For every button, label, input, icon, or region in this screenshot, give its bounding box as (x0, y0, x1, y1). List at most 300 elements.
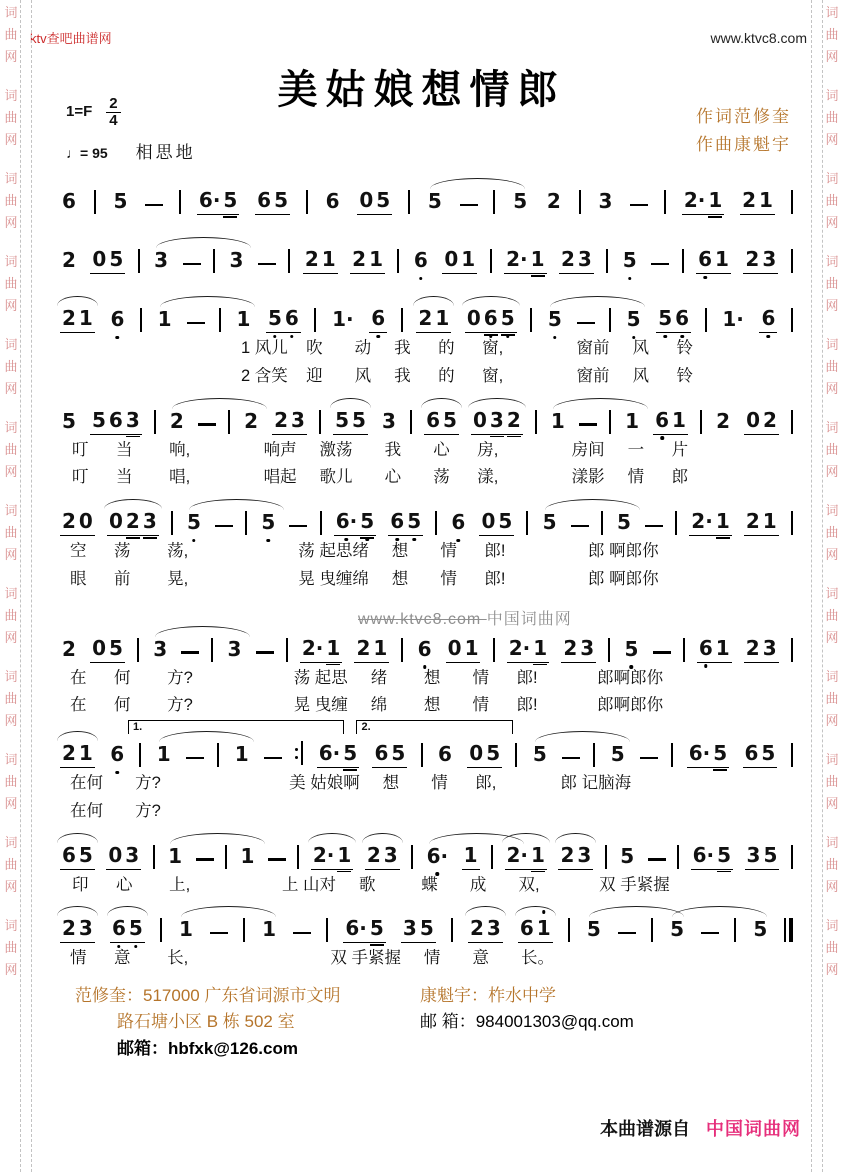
note (533, 744, 547, 765)
note-group (740, 190, 775, 215)
barline (94, 190, 96, 214)
barline (288, 249, 290, 273)
note-group (623, 408, 641, 435)
note-number: 6 (110, 742, 125, 766)
note-number: 6 (417, 636, 432, 661)
score-line (58, 721, 795, 824)
note-number: 1 (708, 188, 723, 212)
low-octave-dot (376, 335, 380, 339)
note-group (668, 919, 686, 943)
note (79, 918, 93, 939)
lyrics-row: 叮 当 唱, 唱起 歌儿 心 荡 漾, 漾影 情 郎 (72, 468, 689, 487)
rail-char: 词 (825, 420, 839, 435)
note-number: 2 (506, 407, 521, 432)
composer-email: 邮 箱：984001303@qq.com (420, 1012, 634, 1032)
note (187, 512, 201, 533)
note-number: 2 (745, 247, 760, 271)
barline (608, 638, 610, 662)
barline (314, 308, 316, 332)
note-group (462, 842, 480, 870)
note (762, 249, 776, 270)
score-line (58, 631, 795, 719)
note (715, 635, 730, 660)
duration-dash (264, 757, 282, 759)
rail-char: 曲 (4, 857, 18, 872)
note (78, 842, 93, 867)
note (62, 191, 76, 212)
note (335, 407, 349, 432)
note-number: 3 (746, 842, 761, 867)
note-group (151, 636, 169, 663)
note-group (465, 308, 517, 333)
style-marking: 相思地 (135, 143, 196, 162)
rail-char: 网 (825, 49, 839, 64)
note-group (177, 919, 195, 943)
note-number: 2· (691, 509, 713, 533)
note (332, 309, 354, 330)
note-number: 2 (62, 916, 76, 941)
note-number: 2 (62, 636, 76, 661)
barline (535, 410, 537, 434)
note (716, 408, 730, 433)
rail-char: 网 (4, 298, 18, 313)
note-group (424, 407, 459, 435)
note-group (682, 190, 724, 215)
note (761, 743, 775, 764)
barline (306, 190, 308, 214)
note-group (152, 250, 170, 274)
note-number: 5 (360, 509, 375, 533)
low-octave-dot (116, 336, 120, 340)
low-octave-dot (660, 436, 664, 440)
source-credit (600, 1115, 801, 1141)
low-octave-dot (680, 335, 684, 339)
duration-dash (653, 651, 671, 653)
note (691, 511, 713, 532)
note (520, 918, 534, 939)
duration-dash (645, 525, 663, 527)
barline (401, 638, 403, 662)
low-octave-dot (457, 539, 461, 543)
note-group (234, 309, 252, 333)
note-number: 5 (610, 742, 625, 766)
duration-dash (181, 651, 199, 653)
barline (791, 190, 793, 214)
low-octave-dot (192, 539, 196, 543)
barline (651, 918, 653, 942)
duration-dash (571, 525, 589, 527)
low-octave-dot (134, 945, 138, 949)
lyricist-email: 邮箱：hbfxk@126.com (117, 1038, 298, 1058)
note-number: 0 (481, 509, 496, 533)
note (698, 249, 712, 270)
note (486, 743, 500, 764)
note-group (687, 743, 729, 768)
note-number: 5 (626, 307, 641, 331)
source-brand-link[interactable]: 中国词曲网 (706, 1119, 801, 1139)
note-number: 5 (713, 741, 728, 765)
rail-char: 曲 (825, 193, 839, 208)
note-group (365, 842, 400, 870)
note-number: 6 (655, 407, 669, 432)
note (391, 743, 405, 764)
note (560, 842, 575, 867)
note (627, 309, 641, 330)
rail-char: 网 (825, 381, 839, 396)
note-group (416, 636, 434, 663)
note-group (622, 636, 640, 663)
barline (211, 638, 213, 662)
duration-dash (186, 757, 204, 759)
sheet (58, 183, 795, 985)
note-number: 1 (157, 307, 172, 331)
rail-char: 网 (4, 49, 18, 64)
note-number: 5 (717, 842, 732, 867)
barline (606, 249, 608, 273)
barline (493, 190, 495, 214)
note-group (596, 191, 614, 215)
note (79, 308, 93, 329)
barline (286, 638, 288, 662)
note-group (239, 843, 257, 870)
duration-dash (210, 932, 228, 934)
low-octave-dot (489, 335, 493, 339)
note-number: 5 (616, 510, 631, 534)
rail-char: 曲 (4, 27, 18, 42)
score-line (58, 504, 795, 592)
note (763, 407, 777, 432)
volta-label: 1. (133, 721, 143, 733)
note-group (549, 408, 567, 435)
note (129, 918, 143, 939)
rail-char: 词 (825, 6, 839, 20)
barline (171, 511, 173, 535)
rail-char: 词 (825, 503, 839, 518)
note-group (545, 191, 563, 215)
barline (217, 743, 219, 767)
watermark-brand: 中国词曲网 (486, 610, 572, 628)
rail-char: 曲 (825, 110, 839, 125)
note (435, 308, 449, 329)
note-number: 6· (198, 188, 221, 212)
note-number: 2· (301, 635, 324, 660)
rail-char: 曲 (4, 193, 18, 208)
note (624, 636, 639, 661)
note-group (558, 842, 593, 870)
note (745, 249, 759, 270)
note-number: 1 (531, 842, 545, 867)
note-group (108, 309, 126, 333)
note (109, 511, 123, 532)
note-group (446, 635, 481, 663)
low-octave-dot (767, 335, 771, 339)
barline (243, 918, 245, 942)
rail-char: 词 (4, 337, 18, 352)
duration-dash (701, 932, 719, 934)
note-number: 2· (506, 842, 529, 867)
note-group (656, 308, 691, 333)
note-group (546, 309, 564, 333)
composer-address: 康魁宇：柞水中学 (420, 986, 556, 1005)
note-group (416, 308, 451, 333)
lyrics-row: 2 含笑 迎 风 我 的 窗, 窗前 风 铃 (241, 366, 693, 385)
note-number: 5 (419, 916, 434, 941)
key-label: 1=F (66, 103, 93, 121)
barline (526, 511, 528, 535)
rail-char: 曲 (825, 525, 839, 540)
low-octave-dot (365, 538, 369, 542)
note-number: 5 (128, 916, 143, 941)
note-number: 2 (560, 842, 575, 867)
note (531, 842, 545, 867)
time-bottom: 4 (109, 111, 118, 129)
rail-char: 网 (825, 962, 839, 977)
note-number: 3 (291, 407, 305, 432)
note (403, 918, 417, 939)
note (543, 512, 557, 533)
barline (791, 410, 793, 434)
rail-char: 词 (825, 88, 839, 103)
volta-label: 2. (361, 721, 371, 733)
barline (410, 410, 412, 434)
rail-char: 曲 (4, 691, 18, 706)
barline (791, 511, 793, 535)
note (467, 308, 481, 329)
duration-dash (648, 858, 666, 860)
note (451, 512, 465, 533)
barline (677, 845, 679, 869)
note (158, 309, 172, 330)
note (655, 407, 669, 432)
note-number: 6 (325, 189, 340, 213)
duration-dash (187, 322, 205, 324)
rail-char: 词 (825, 835, 839, 850)
note-number: 1· (722, 307, 744, 331)
note-group (505, 842, 547, 870)
note-number: 6 (374, 741, 389, 765)
barline (219, 308, 221, 332)
rail-char: 词 (4, 586, 18, 601)
barline (397, 249, 399, 273)
rail-char: 网 (825, 630, 839, 645)
note (414, 250, 428, 271)
low-octave-dot (419, 277, 423, 281)
note-number: 1 (759, 188, 773, 212)
note-number: 2 (62, 306, 76, 330)
barline (791, 845, 793, 869)
note-number: 2· (508, 635, 531, 660)
barline (791, 308, 793, 332)
note-number: 1· (332, 307, 354, 331)
low-octave-dot (423, 665, 427, 669)
note-number: 3 (762, 635, 777, 660)
note-number: 3 (577, 842, 592, 867)
barline (605, 845, 607, 869)
note-number: 5 (109, 247, 124, 271)
tempo-value: = 95 (80, 145, 108, 161)
barline (791, 743, 793, 767)
note-number: 1 (369, 247, 383, 271)
low-octave-dot (553, 336, 557, 340)
notes-row (58, 242, 795, 274)
note-number: 3 (382, 408, 396, 433)
note-group (108, 744, 126, 768)
note-number: 5 (62, 408, 76, 433)
note (143, 511, 157, 532)
barline (297, 845, 299, 869)
note-number: 5 (753, 917, 768, 942)
note-number: 2 (561, 247, 575, 271)
lyrics-row: 印 心 上, 上 山对 歌 蝶 成 双, 双 手紧握 (72, 875, 670, 894)
rail-char: 网 (825, 713, 839, 728)
note-number: 2 (244, 408, 258, 433)
note-group (106, 842, 141, 870)
note-number: 5 (108, 635, 123, 660)
note-group (425, 843, 451, 870)
duration-dash (196, 858, 214, 860)
rail-char: 网 (4, 464, 18, 479)
note-number: 5 (261, 510, 276, 534)
note-number: 1 (550, 408, 565, 433)
note-group (449, 512, 467, 536)
note-number: 3 (153, 636, 168, 661)
note (352, 249, 366, 270)
score-line (58, 183, 795, 215)
composer-credit: 作曲康魁宇 (696, 135, 791, 155)
note-group (334, 511, 376, 536)
note-number: 5 (407, 509, 422, 533)
note (62, 250, 76, 271)
note (112, 918, 126, 939)
note-group (60, 408, 78, 435)
note-group (618, 843, 636, 870)
note (337, 842, 352, 867)
note (62, 636, 76, 661)
site-url-link[interactable]: www.ktvc8.com (710, 30, 807, 46)
rail-char: 网 (825, 464, 839, 479)
note (684, 190, 706, 211)
note (742, 190, 756, 211)
note-group (197, 190, 239, 215)
note-group (60, 511, 95, 536)
note (717, 842, 732, 867)
rail-char: 词 (4, 503, 18, 518)
watermark-url: www.ktvc8.com (358, 610, 487, 628)
note (268, 308, 282, 329)
barline (408, 190, 410, 214)
rail-char: 曲 (4, 442, 18, 457)
note (326, 191, 340, 212)
note-number: 1 (762, 509, 777, 533)
note-number: 5 (620, 843, 635, 868)
note-number: 1 (178, 917, 193, 942)
note-number: 0 (447, 635, 462, 660)
note (179, 919, 193, 940)
low-octave-dot (628, 277, 632, 281)
lyricist-credit: 作词范修奎 (696, 107, 791, 126)
lyricist-contact (75, 983, 405, 1062)
barline (320, 511, 322, 535)
barline (791, 249, 793, 273)
left-dashed-line (31, 0, 32, 1172)
note-group (507, 635, 549, 663)
note-group (60, 842, 95, 870)
note-number: 6 (257, 188, 272, 212)
note-number: 2· (506, 247, 528, 271)
rail-char: 词 (4, 918, 18, 933)
rail-char: 词 (825, 254, 839, 269)
note-number: 1 (715, 509, 730, 533)
note-number: 3 (78, 916, 93, 941)
duration-dash (198, 423, 216, 425)
right-dashed-line (811, 0, 812, 1172)
notes-row (58, 838, 795, 870)
note (326, 635, 341, 660)
site-name-link[interactable]: ktv查吧曲谱网 (30, 31, 112, 46)
score-line (58, 301, 795, 389)
note (753, 919, 767, 940)
rail-char: 曲 (4, 359, 18, 374)
note-number: 6 (426, 407, 440, 432)
rail-char: 曲 (4, 276, 18, 291)
note-number: 3 (598, 189, 613, 213)
rail-char: 词 (4, 752, 18, 767)
note (506, 407, 521, 432)
note-group (743, 743, 778, 768)
note-group (467, 743, 502, 768)
note-group (110, 918, 145, 943)
barline (568, 918, 570, 942)
rail-char: 网 (4, 381, 18, 396)
duration-dash (289, 525, 307, 527)
note (746, 407, 760, 432)
note-number: 5 (513, 189, 528, 213)
note-group (744, 511, 779, 536)
note (537, 918, 551, 939)
rail-char: 曲 (825, 442, 839, 457)
low-octave-dot (267, 539, 271, 543)
note (382, 408, 396, 433)
note-group (691, 842, 733, 870)
note-number: 0 (466, 306, 481, 330)
note (550, 408, 565, 433)
note (236, 309, 250, 330)
note-group (272, 407, 307, 435)
rail-char: 曲 (825, 691, 839, 706)
note (763, 842, 778, 867)
barline (245, 511, 247, 535)
note (689, 743, 711, 764)
note (587, 919, 601, 940)
note (498, 511, 512, 532)
note-number: 5 (658, 306, 673, 330)
note (274, 407, 288, 432)
quarter-note-icon: ♩ (66, 145, 80, 161)
note-number: 1 (326, 635, 341, 660)
duration-dash (256, 651, 274, 653)
note-group (266, 308, 301, 333)
note-group (60, 250, 78, 274)
note-number: 2 (366, 842, 381, 867)
note (417, 636, 432, 661)
low-octave-dot (290, 335, 294, 339)
note-group (561, 635, 596, 663)
note (62, 842, 76, 867)
low-octave-dot (436, 872, 440, 876)
note-group (743, 249, 778, 274)
repeat-dots (295, 748, 298, 759)
barline (140, 308, 142, 332)
